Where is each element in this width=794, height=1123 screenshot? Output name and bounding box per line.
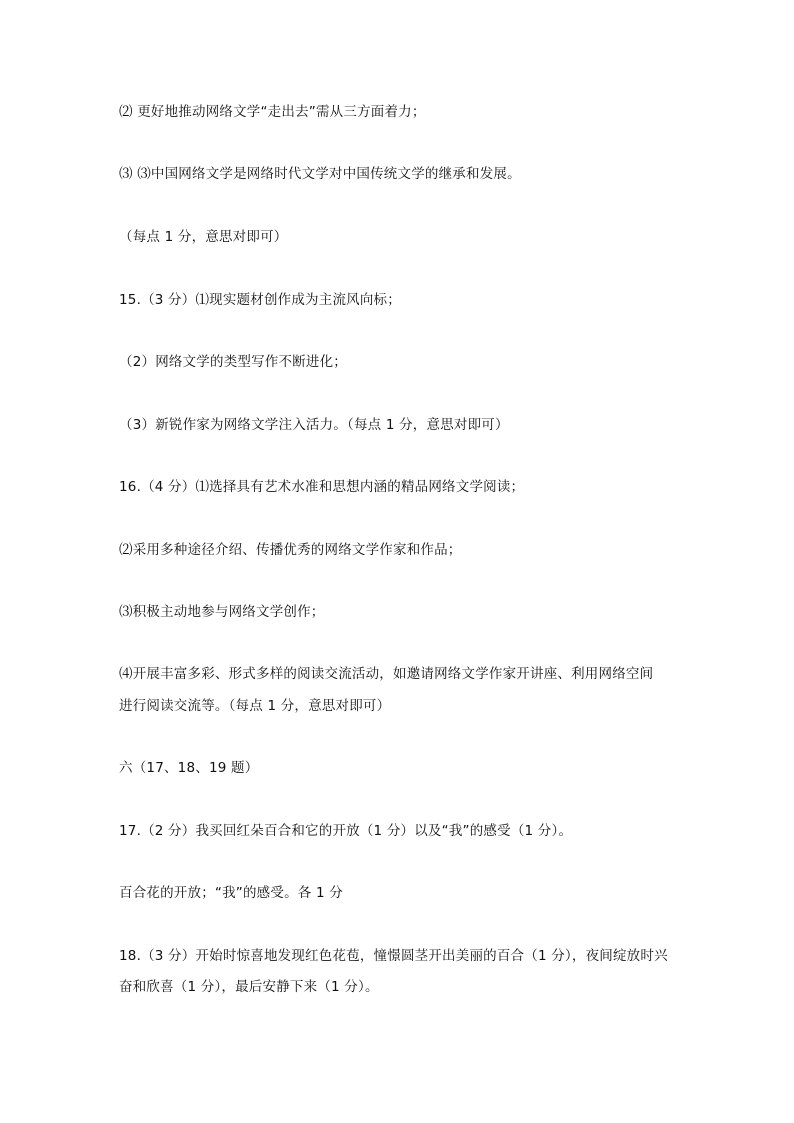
scoring-note-14: （每点 1 分，意思对即可） [119, 229, 288, 245]
answer-line-17: 17.（2 分）我买回红朵百合和它的开放（1 分）以及“我”的感受（1 分）。 [119, 823, 573, 839]
answer-line-15-2: （2）网络文学的类型写作不断进化； [119, 354, 347, 370]
answer-line-14-3: ⑶ ⑶中国网络文学是网络时代文学对中国传统文学的继承和发展。 [119, 166, 521, 182]
answer-line-15-3: （3）新锐作家为网络文学注入活力。（每点 1 分，意思对即可） [119, 417, 509, 433]
answer-line-14-2: ⑵ 更好地推动网络文学“走出去”需从三方面着力； [119, 104, 426, 120]
answer-line-16-4: ⑷开展丰富多彩、形式多样的阅读交流活动，如邀请网络文学作家开讲座、利用网络空间 [119, 666, 654, 682]
answer-line-18-cont: 奋和欣喜（1 分），最后安静下来（1 分）。 [119, 979, 379, 995]
answer-line-18: 18.（3 分）开始时惊喜地发现红色花苞，憧憬圆茎开出美丽的百合（1 分），夜间绽放时兴 [119, 948, 668, 964]
section-heading-six: 六（17、18、19 题） [119, 760, 259, 776]
answer-line-16-2: ⑵采用多种途径介绍、传播优秀的网络文学作家和作品； [119, 542, 462, 558]
answer-line-16-4-cont: 进行阅读交流等。（每点 1 分，意思对即可） [119, 698, 391, 714]
answer-line-15-1: 15.（3 分）⑴现实题材创作成为主流风向标； [119, 292, 401, 308]
scoring-note-17: 百合花的开放；“我”的感受。各 1 分 [119, 885, 343, 901]
answer-line-16-1: 16.（4 分）⑴选择具有艺术水准和思想内涵的精品网络文学阅读； [119, 479, 525, 495]
answer-line-16-3: ⑶积极主动地参与网络文学创作； [119, 604, 325, 620]
